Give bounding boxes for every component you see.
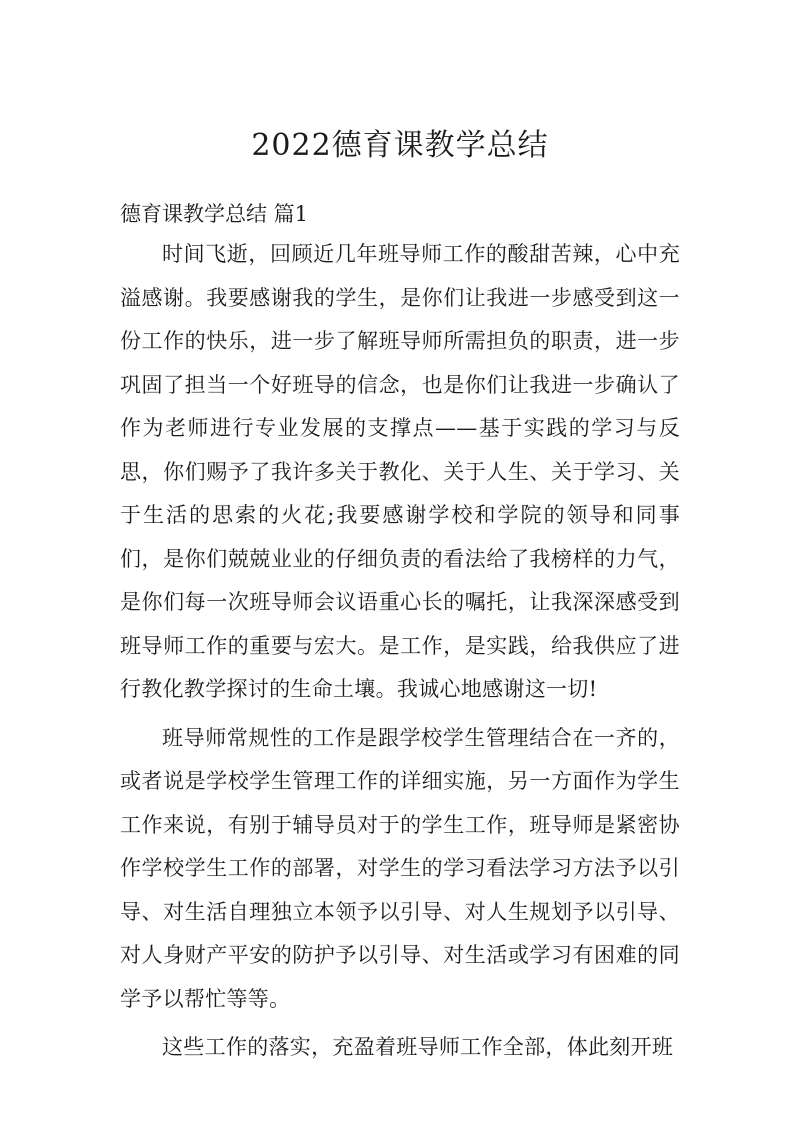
section-heading: 德育课教学总结 篇1 [120,202,309,226]
document-title: 2022德育课教学总结 [251,128,549,163]
paragraph: 这些工作的落实，充盈着班导师工作全部，体此刻开班 [162,1035,674,1059]
paragraph: 班导师常规性的工作是跟学校学生管理结合在一齐的，或者说是学校学生管理工作的详细实施，另一方面作为学生工作来说，有别于辅导员对于的学生工作，班导师是紧密协作学校学生工作的部署，对学生的学习看法学习方法予以引导、对生活自理独立本领予以引导、对人生规划予以引导、对人身财产平安的防护予以引导、对生活或学习有困难的同学予以帮忙等等。 [120,725,680,1011]
paragraph: 时间飞逝，回顾近几年班导师工作的酸甜苦辣，心中充溢感谢。我要感谢我的学生，是你们让我进一步感受到这一份工作的快乐，进一步了解班导师所需担负的职责，进一步巩固了担当一个好班导的信念，也是你们让我进一步确认了作为老师进行专业发展的支撑点——基于实践的学习与反思，你们赐予了我许多关于教化、关于人生、关于学习、关于生活的思索的火花;我要感谢学校和学院的领导和同事们，是你们兢兢业业的仔细负责的看法给了我榜样的力气，是你们每一次班导师会议语重心长的嘱托，让我深深感受到班导师工作的重要与宏大。是工作，是实践，给我供应了进行教化教学探讨的生命土壤。我诚心地感谢这一切! [120,242,680,701]
document-body [120,233,680,1075]
